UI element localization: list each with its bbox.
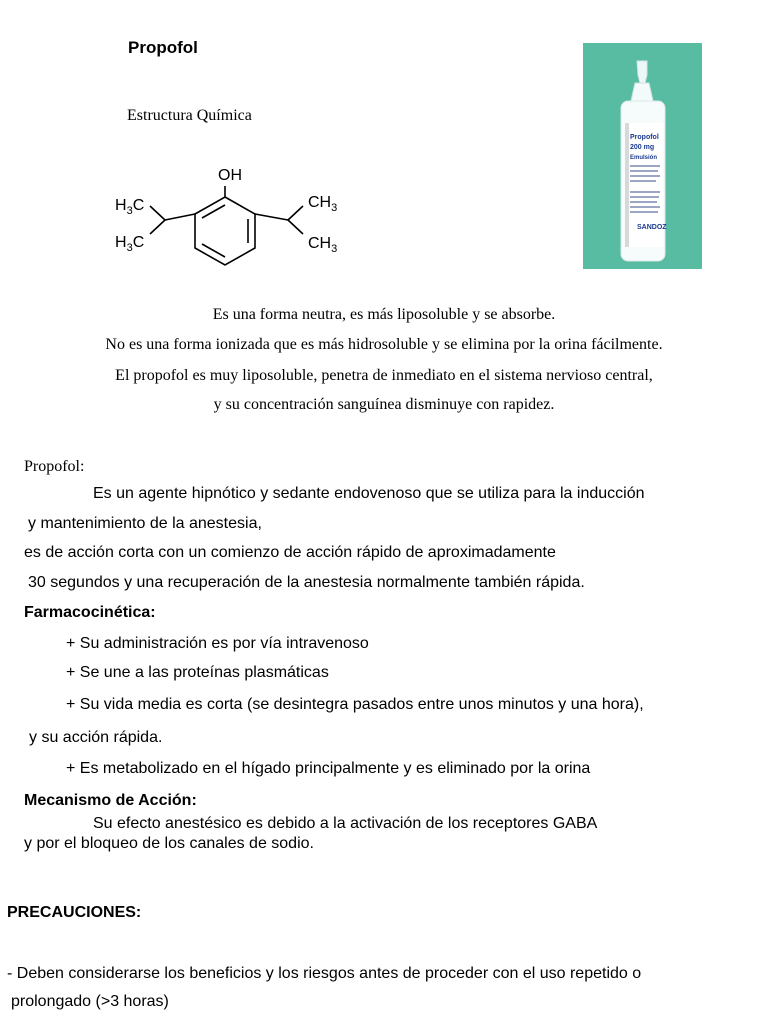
intro-line: No es una forma ionizada que es más hidrosoluble y se elimina por la orina fácilmente. bbox=[105, 336, 663, 353]
intro-line: y su concentración sanguínea disminuye con rapidez. bbox=[213, 396, 555, 413]
vial-label-dose: 200 mg bbox=[630, 144, 655, 151]
description-label: Propofol: bbox=[24, 458, 85, 475]
propofol-structure-diagram bbox=[110, 160, 360, 285]
vial-label-brand: SANDOZ bbox=[637, 224, 667, 231]
description-line: 30 segundos y una recuperación de la anestesia normalmente también rápida. bbox=[28, 574, 585, 591]
pharmacokinetics-item: + Su vida media es corta (se desintegra pasados entre unos minutos y una hora), bbox=[66, 696, 644, 713]
oh-label: OH bbox=[218, 167, 242, 184]
intro-line: Es una forma neutra, es más liposoluble y se absorbe. bbox=[212, 306, 556, 323]
vial-label-name: Propofol bbox=[630, 134, 659, 141]
methyl-right-bottom: $CH_3$ bbox=[308, 235, 338, 255]
mechanism-line: y por el bloqueo de los canales de sodio. bbox=[24, 835, 314, 852]
precautions-line: prolongado (>3 horas) bbox=[11, 993, 169, 1010]
pharmacokinetics-item: + Su administración es por vía intravenoso bbox=[66, 635, 369, 652]
intro-line: El propofol es muy liposoluble, penetra de inmediato en el sistema nervioso central, bbox=[115, 367, 653, 384]
description-line: Es un agente hipnótico y sedante endovenoso que se utiliza para la inducción bbox=[93, 485, 645, 502]
structure-label: Estructura Química bbox=[127, 107, 252, 124]
propofol-vial-photo bbox=[583, 43, 702, 269]
mechanism-heading: Mecanismo de Acción: bbox=[24, 792, 197, 809]
methyl-left-bottom: $H_3C$ bbox=[115, 234, 145, 254]
description-line: y mantenimiento de la anestesia, bbox=[28, 515, 262, 532]
pharmacokinetics-item: + Se une a las proteínas plasmáticas bbox=[66, 664, 329, 681]
benzene-ring bbox=[195, 197, 255, 265]
precautions-line: - Deben considerarse los beneficios y los riesgos antes de proceder con el uso repetido o bbox=[7, 965, 642, 982]
description-line: es de acción corta con un comienzo de acción rápido de aproximadamente bbox=[24, 544, 556, 561]
vial-label-form: Emulsión bbox=[630, 155, 658, 161]
methyl-right-top: $CH_3$ bbox=[308, 194, 338, 214]
precautions-heading: PRECAUCIONES: bbox=[7, 904, 142, 921]
pharmacokinetics-item: y su acción rápida. bbox=[29, 729, 163, 746]
page-title: Propofol bbox=[128, 38, 198, 57]
mechanism-line: Su efecto anestésico es debido a la activación de los receptores GABA bbox=[93, 815, 598, 832]
methyl-left-top: $H_3C$ bbox=[115, 197, 145, 217]
pharmacokinetics-item: + Es metabolizado en el hígado principalmente y es eliminado por la orina bbox=[66, 760, 591, 777]
pharmacokinetics-heading: Farmacocinética: bbox=[24, 604, 156, 621]
